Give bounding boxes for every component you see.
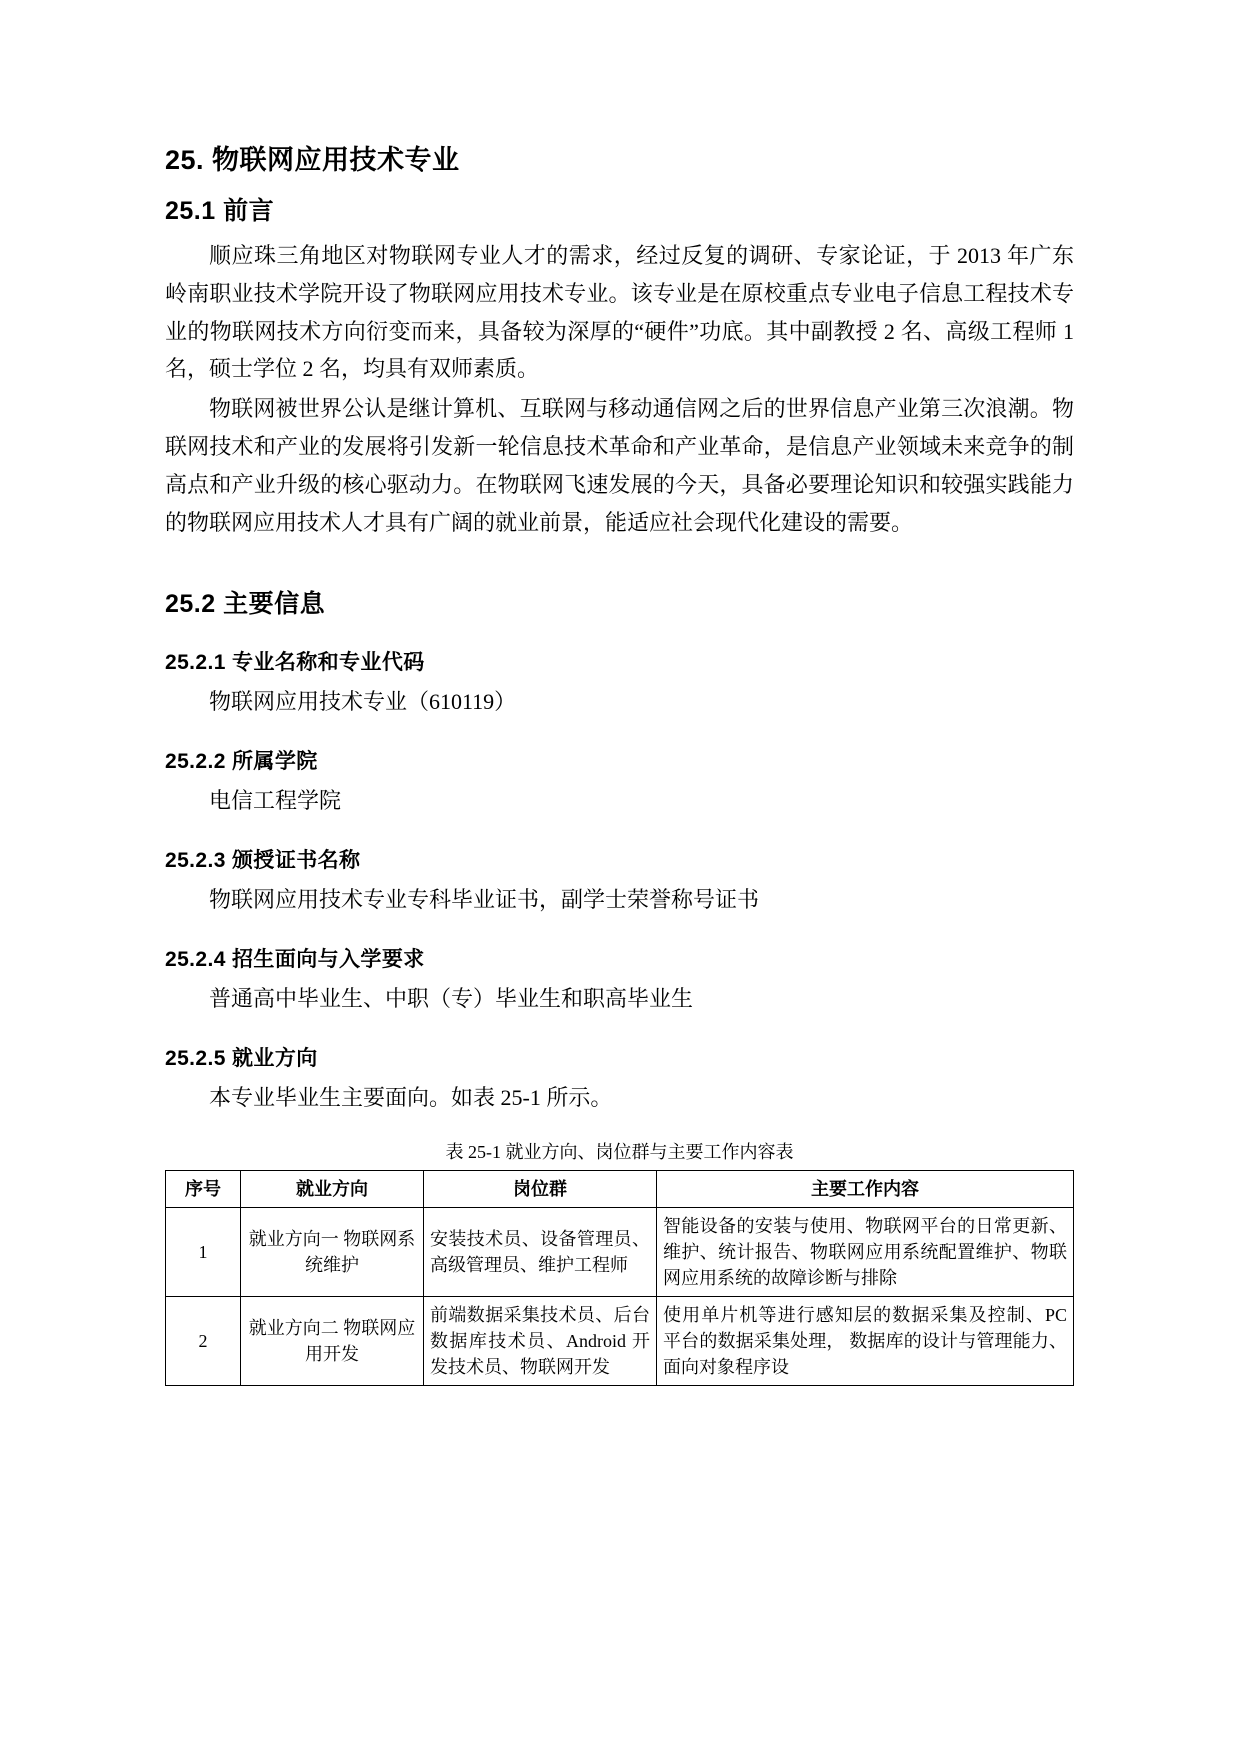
table-header-work: 主要工作内容 <box>657 1170 1074 1207</box>
table-cell-work: 使用单片机等进行感知层的数据采集及控制、PC 平台的数据采集处理， 数据库的设计与管理能力、面向对象程序设 <box>657 1296 1074 1385</box>
table-header-posts: 岗位群 <box>424 1170 657 1207</box>
employment-table <box>165 1170 1074 1387</box>
table-cell-direction: 就业方向一 物联网系统维护 <box>241 1207 424 1296</box>
table-cell-direction: 就业方向二 物联网应用开发 <box>241 1296 424 1385</box>
table-row <box>166 1296 1074 1385</box>
subsection-text-major-name: 物联网应用技术专业（610119） <box>209 688 517 714</box>
subsection-text-certificate: 物联网应用技术专业专科毕业证书，副学士荣誉称号证书 <box>209 887 760 912</box>
table-cell-index: 2 <box>166 1296 241 1385</box>
preface-paragraph-2: 物联网被世界公认是继计算机、互联网与移动通信网之后的世界信息产业第三次浪潮。物联网技术和产业的发展将引发新一轮信息技术革命和产业革命，是信息产业领域未来竞争的制高点和产业升级的核心驱动力。在物联网飞速发展的今天，具备必要理论知识和较强实践能力的物联网应用技术人才具有广阔的就业前景，能适应社会现代化建设的需要。 <box>165 396 1074 535</box>
subsection-heading-college: 25.2.2 所属学院 <box>165 749 318 773</box>
table-header-row <box>166 1170 1074 1207</box>
subsection-heading-major-name: 25.2.1 专业名称和专业代码 <box>165 650 425 674</box>
subsection-heading-employment: 25.2.5 就业方向 <box>165 1047 318 1071</box>
table-cell-posts: 安装技术员、设备管理员、高级管理员、维护工程师 <box>424 1207 657 1296</box>
table-caption: 表 25-1 就业方向、岗位群与主要工作内容表 <box>445 1141 794 1162</box>
subsection-text-employment: 本专业毕业生主要面向。如表 25-1 所示。 <box>209 1085 613 1111</box>
table-header-index: 序号 <box>166 1170 241 1207</box>
table-cell-posts: 前端数据采集技术员、后台数据库技术员、Android 开发技术员、物联网开发 <box>424 1296 657 1385</box>
table-cell-work: 智能设备的安装与使用、物联网平台的日常更新、维护、统计报告、物联网应用系统配置维护、物联网应用系统的故障诊断与排除 <box>657 1207 1074 1296</box>
table-cell-index: 1 <box>166 1207 241 1296</box>
subsection-heading-certificate: 25.2.3 颁授证书名称 <box>165 849 361 872</box>
subsection-text-college: 电信工程学院 <box>209 787 342 813</box>
subsection-text-admission: 普通高中毕业生、中职（专）毕业生和职高毕业生 <box>209 986 694 1012</box>
section-heading-main-info: 25.2 主要信息 <box>165 589 326 618</box>
table-header-direction: 就业方向 <box>241 1170 424 1207</box>
table-row <box>166 1207 1074 1296</box>
preface-paragraph-1: 顺应珠三角地区对物联网专业人才的需求，经过反复的调研、专家论证，于 2013 年广东岭南职业技术学院开设了物联网应用技术专业。该专业是在原校重点专业电子信息工程技术专业的物联网技术方向衍变而来，具备较为深厚的“硬件”功底。其中副教授 2 名、高级工程师 1 名，硕士学位 2 名，均具有双师素质。 <box>165 243 1074 382</box>
chapter-title: 25. 物联网应用技术专业 <box>165 145 460 175</box>
section-heading-preface: 25.1 前言 <box>165 197 275 225</box>
subsection-heading-admission: 25.2.4 招生面向与入学要求 <box>165 948 425 972</box>
